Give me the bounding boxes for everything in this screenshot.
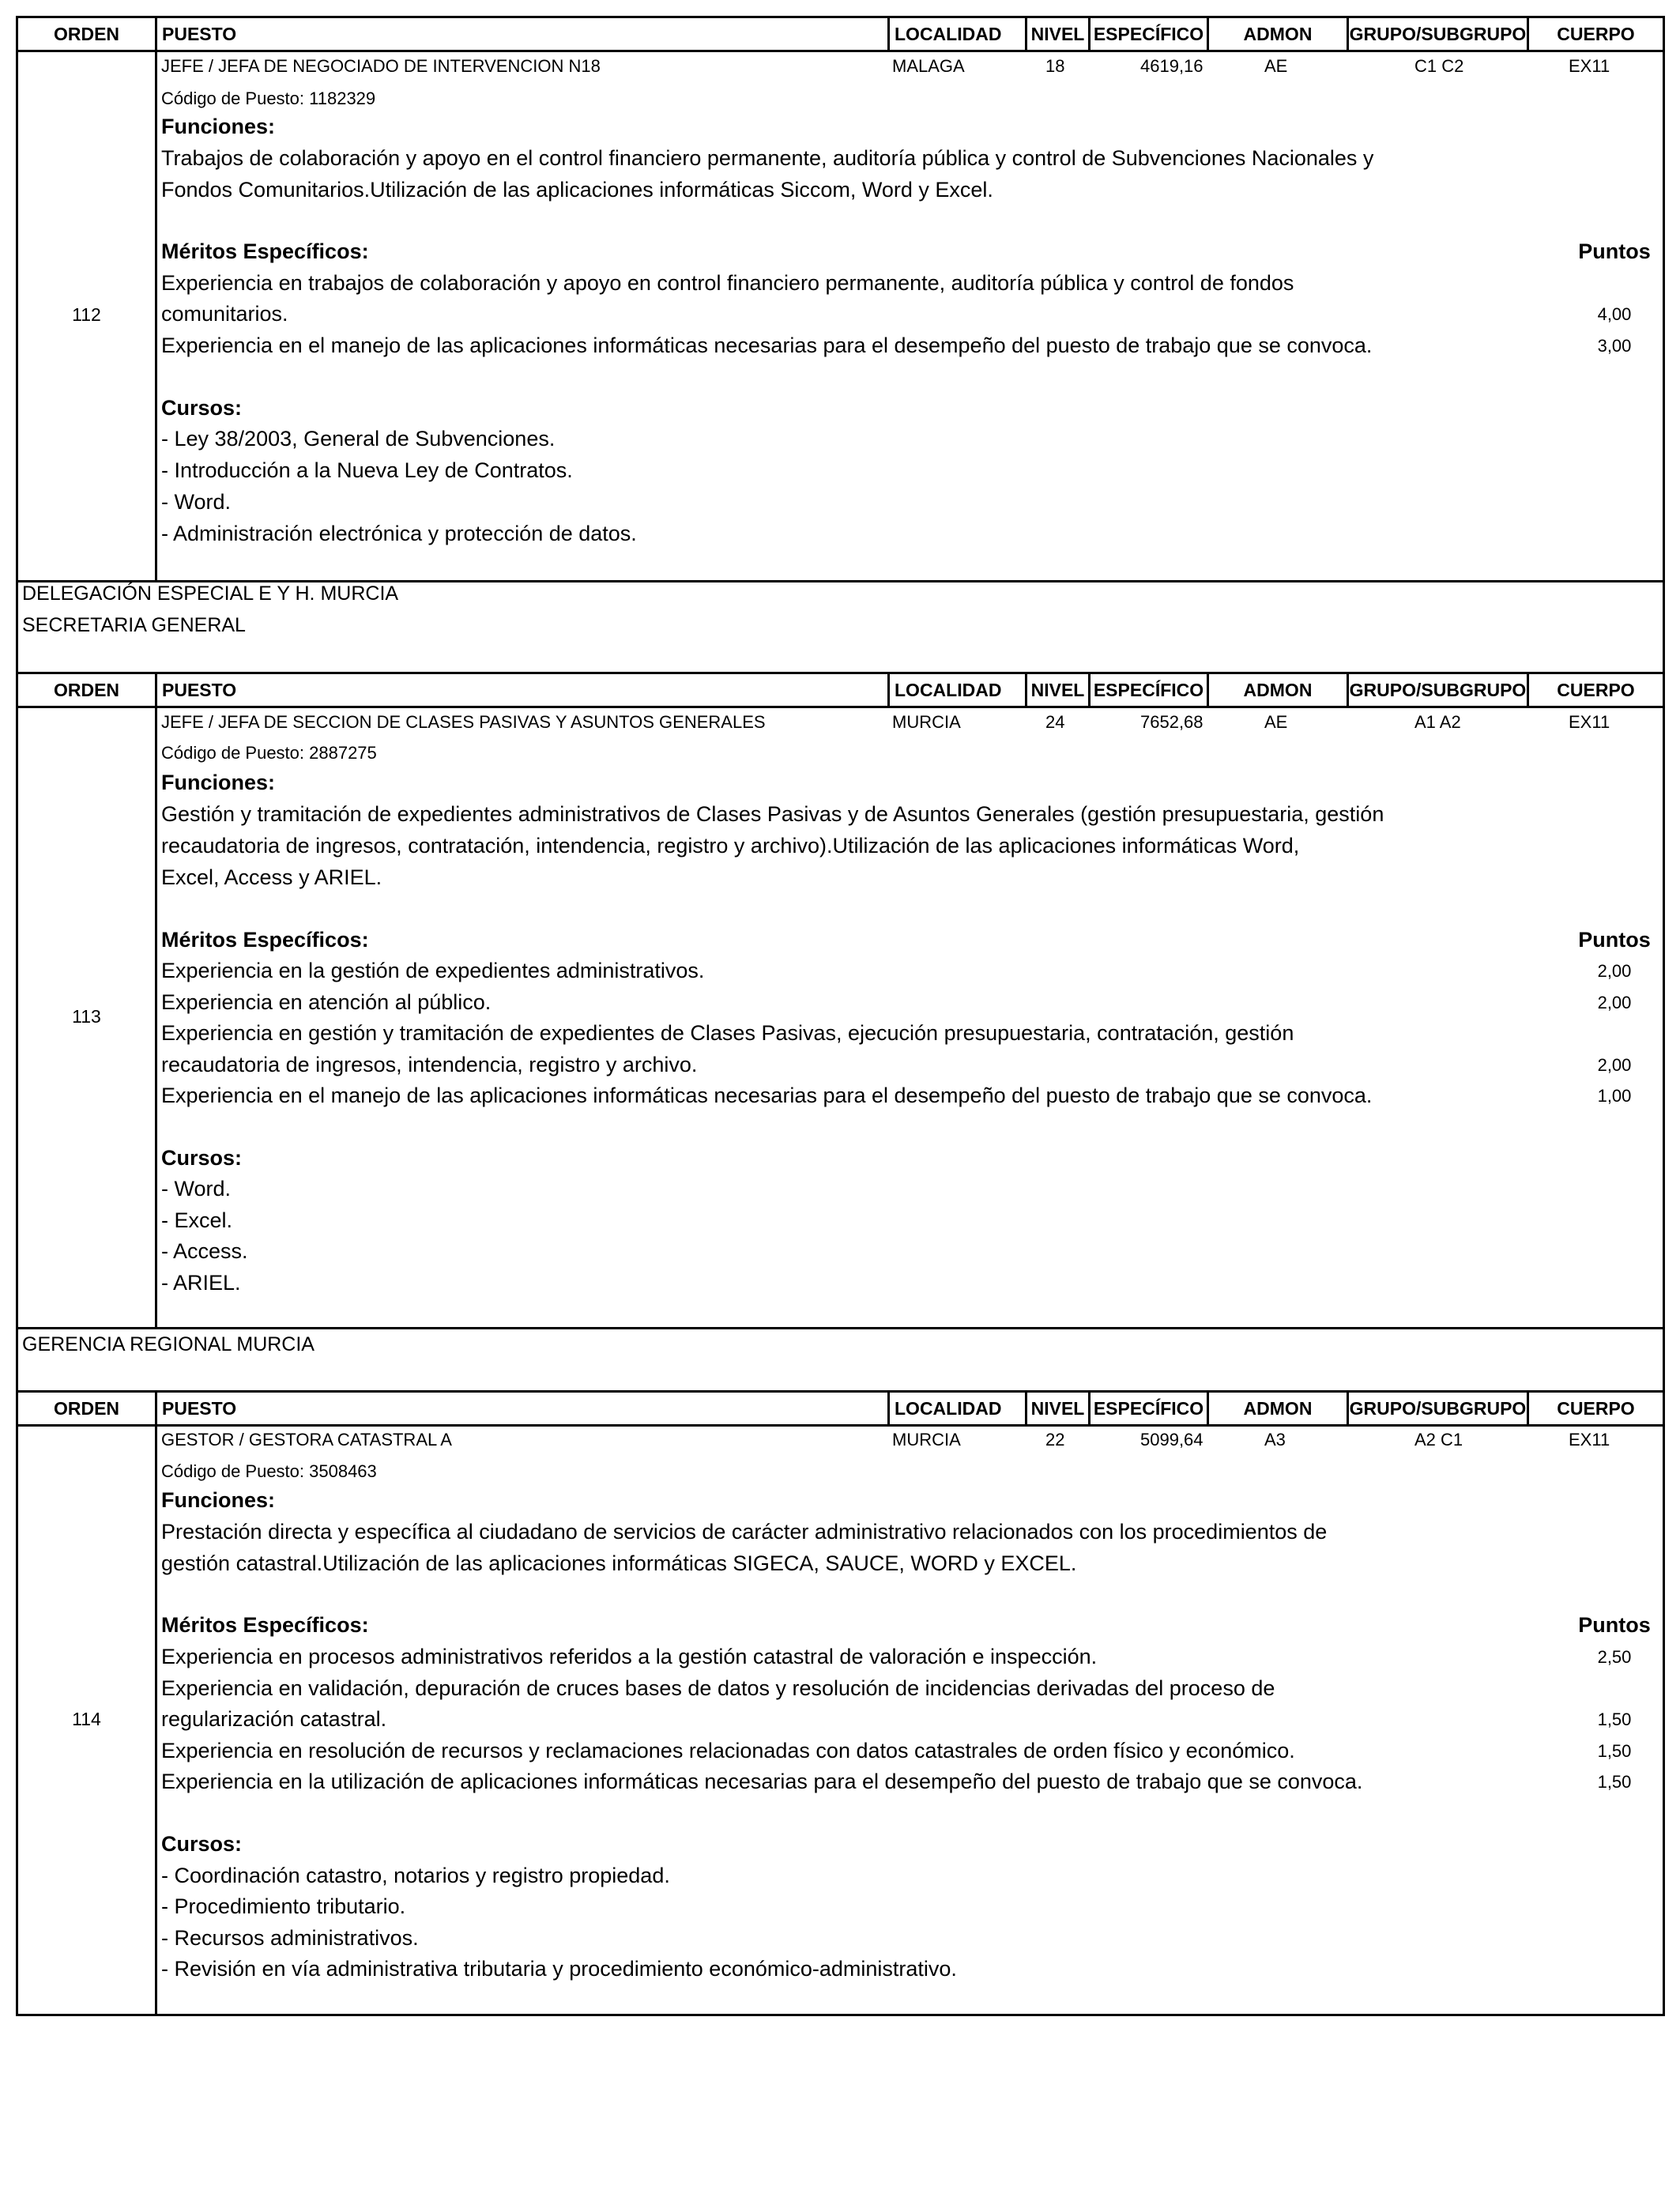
merito-line: Experiencia en la gestión de expedientes administrativos.: [161, 959, 705, 982]
col-grupo: GRUPO/SUBGRUPO: [1349, 18, 1529, 50]
localidad-value: MURCIA: [892, 712, 961, 732]
curso-line: - Revisión en vía administrativa tributaria y procedimiento económico-administrativo.: [161, 1957, 957, 1981]
localidad-value: MURCIA: [892, 1430, 961, 1449]
puntos-value: 2,00: [1597, 961, 1632, 981]
codigo-puesto: Código de Puesto: 2887275: [161, 743, 377, 763]
cuerpo-value: EX11: [1569, 1430, 1610, 1449]
grupo-value: A1 A2: [1414, 712, 1461, 732]
curso-line: - Administración electrónica y protección de datos.: [161, 522, 637, 545]
merito-line: Experiencia en la utilización de aplicaciones informáticas necesarias para el desempeño del puesto de trabajo que se convoca.: [161, 1770, 1363, 1793]
merito-line: Experiencia en procesos administrativos referidos a la gestión catastral de valoración e inspección.: [161, 1645, 1098, 1668]
table-row: [16, 50, 1665, 582]
puntos-value: 3,00: [1597, 336, 1632, 356]
col-especifico: ESPECÍFICO: [1090, 18, 1209, 50]
cuerpo-value: EX11: [1569, 56, 1610, 76]
col-nivel: NIVEL: [1027, 1393, 1090, 1424]
curso-line: - Procedimiento tributario.: [161, 1894, 406, 1918]
funciones-line: Trabajos de colaboración y apoyo en el control financiero permanente, auditoría pública y control de Subvenciones Nacionales y: [161, 146, 1374, 170]
col-puesto: PUESTO: [157, 1393, 890, 1424]
admon-value: A3: [1264, 1430, 1286, 1449]
grupo-value: C1 C2: [1414, 56, 1464, 76]
curso-line: - Coordinación catastro, notarios y registro propiedad.: [161, 1864, 670, 1887]
funciones-line: gestión catastral.Utilización de las aplicaciones informáticas SIGECA, SAUCE, WORD y EXCEL.: [161, 1551, 1077, 1575]
col-localidad: LOCALIDAD: [890, 1393, 1027, 1424]
puntos-label: Puntos: [1578, 239, 1651, 263]
col-localidad: LOCALIDAD: [890, 18, 1027, 50]
puntos-value: 4,00: [1597, 304, 1632, 324]
curso-line: - Introducción a la Nueva Ley de Contratos.: [161, 458, 573, 482]
col-cuerpo: CUERPO: [1557, 679, 1635, 700]
table-header: [16, 1390, 1665, 1427]
merito-line: Experiencia en el manejo de las aplicaciones informáticas necesarias para el desempeño del puesto de trabajo que se convoca.: [161, 334, 1373, 357]
especifico-value: 7652,68: [1140, 712, 1203, 732]
cursos-label: Cursos:: [161, 396, 243, 420]
admon-value: AE: [1264, 56, 1288, 76]
col-cuerpo: CUERPO: [1557, 23, 1635, 44]
col-orden: ORDEN: [18, 674, 157, 706]
curso-line: - Access.: [161, 1239, 248, 1263]
curso-line: - Ley 38/2003, General de Subvenciones.: [161, 427, 556, 450]
funciones-label: Funciones:: [161, 771, 276, 794]
section-line: DELEGACIÓN ESPECIAL E Y H. MURCIA: [22, 582, 399, 605]
col-nivel: NIVEL: [1027, 674, 1090, 706]
col-especifico: ESPECÍFICO: [1090, 674, 1209, 706]
puntos-value: 2,50: [1597, 1647, 1632, 1667]
grupo-value: A2 C1: [1414, 1430, 1463, 1449]
puntos-label: Puntos: [1578, 928, 1651, 952]
col-admon: ADMON: [1209, 18, 1349, 50]
merito-line: Experiencia en validación, depuración de cruces bases de datos y resolución de incidencias derivadas del proceso de: [161, 1676, 1275, 1700]
section-heading: [16, 1329, 1665, 1393]
orden-cell: 114: [18, 1424, 157, 2014]
col-cuerpo: CUERPO: [1557, 1397, 1635, 1419]
funciones-line: Gestión y tramitación de expedientes administrativos de Clases Pasivas y de Asuntos Generales (gestión presupuestaria, gestión: [161, 802, 1384, 826]
meritos-label: Méritos Específicos:: [161, 928, 369, 952]
meritos-label: Méritos Específicos:: [161, 1613, 369, 1637]
merito-line: recaudatoria de ingresos, intendencia, registro y archivo.: [161, 1053, 698, 1076]
curso-line: - ARIEL.: [161, 1271, 241, 1295]
funciones-line: Excel, Access y ARIEL.: [161, 865, 382, 889]
puntos-value: 2,00: [1597, 1055, 1632, 1075]
puesto-name: GESTOR / GESTORA CATASTRAL A: [161, 1430, 452, 1449]
merito-line: regularización catastral.: [161, 1707, 387, 1731]
merito-line: Experiencia en resolución de recursos y reclamaciones relacionadas con datos catastrales de orden físico y económico.: [161, 1739, 1295, 1762]
merito-line: Experiencia en trabajos de colaboración y apoyo en control financiero permanente, auditoría pública y control de fondos: [161, 271, 1294, 295]
especifico-value: 5099,64: [1140, 1430, 1203, 1449]
nivel-value: 24: [1045, 712, 1065, 732]
col-nivel: NIVEL: [1027, 18, 1090, 50]
col-grupo: GRUPO/SUBGRUPO: [1349, 1393, 1529, 1424]
col-especifico: ESPECÍFICO: [1090, 1393, 1209, 1424]
cuerpo-value: EX11: [1569, 712, 1610, 732]
funciones-label: Funciones:: [161, 1488, 276, 1512]
cursos-label: Cursos:: [161, 1146, 243, 1170]
curso-line: - Recursos administrativos.: [161, 1926, 419, 1950]
col-puesto: PUESTO: [157, 674, 890, 706]
col-orden: ORDEN: [18, 1393, 157, 1424]
funciones-line: Fondos Comunitarios.Utilización de las aplicaciones informáticas Siccom, Word y Excel.: [161, 178, 993, 202]
puesto-name: JEFE / JEFA DE NEGOCIADO DE INTERVENCION N18: [161, 56, 601, 76]
puntos-value: 1,50: [1597, 1741, 1632, 1761]
col-localidad: LOCALIDAD: [890, 674, 1027, 706]
col-orden: ORDEN: [18, 18, 157, 50]
section-line: SECRETARIA GENERAL: [22, 614, 246, 636]
section-line: GERENCIA REGIONAL MURCIA: [22, 1333, 315, 1355]
admon-value: AE: [1264, 712, 1288, 732]
merito-line: Experiencia en atención al público.: [161, 990, 492, 1014]
table-row: [16, 706, 1665, 1329]
merito-line: Experiencia en el manejo de las aplicaciones informáticas necesarias para el desempeño del puesto de trabajo que se convoca.: [161, 1084, 1373, 1107]
puntos-value: 1,50: [1597, 1772, 1632, 1792]
puntos-value: 2,00: [1597, 993, 1632, 1012]
section-heading: [16, 582, 1665, 673]
orden-cell: 112: [18, 50, 157, 580]
cursos-label: Cursos:: [161, 1832, 243, 1856]
curso-line: - Word.: [161, 490, 232, 514]
table-row: [16, 1424, 1665, 2016]
funciones-label: Funciones:: [161, 115, 276, 138]
col-admon: ADMON: [1209, 1393, 1349, 1424]
puntos-value: 1,00: [1597, 1086, 1632, 1106]
localidad-value: MALAGA: [892, 56, 965, 76]
merito-line: comunitarios.: [161, 302, 288, 326]
orden-cell: 113: [18, 706, 157, 1327]
table-header: [16, 16, 1665, 52]
curso-line: - Excel.: [161, 1208, 233, 1232]
puntos-value: 1,50: [1597, 1710, 1632, 1729]
nivel-value: 22: [1045, 1430, 1065, 1449]
puesto-name: JEFE / JEFA DE SECCION DE CLASES PASIVAS Y ASUNTOS GENERALES: [161, 712, 766, 732]
funciones-line: recaudatoria de ingresos, contratación, intendencia, registro y archivo).Utilización de las aplicaciones informáticas Word,: [161, 834, 1300, 858]
nivel-value: 18: [1045, 56, 1065, 76]
puntos-label: Puntos: [1578, 1613, 1651, 1637]
codigo-puesto: Código de Puesto: 3508463: [161, 1461, 377, 1481]
funciones-line: Prestación directa y específica al ciudadano de servicios de carácter administrativo relacionados con los procedimientos de: [161, 1520, 1328, 1544]
col-puesto: PUESTO: [157, 18, 890, 50]
especifico-value: 4619,16: [1140, 56, 1203, 76]
col-grupo: GRUPO/SUBGRUPO: [1349, 674, 1529, 706]
curso-line: - Word.: [161, 1177, 232, 1201]
table-header: [16, 672, 1665, 708]
col-admon: ADMON: [1209, 674, 1349, 706]
codigo-puesto: Código de Puesto: 1182329: [161, 89, 376, 108]
merito-line: Experiencia en gestión y tramitación de expedientes de Clases Pasivas, ejecución presupuestaria, contratación, gestión: [161, 1021, 1294, 1045]
meritos-label: Méritos Específicos:: [161, 239, 369, 263]
